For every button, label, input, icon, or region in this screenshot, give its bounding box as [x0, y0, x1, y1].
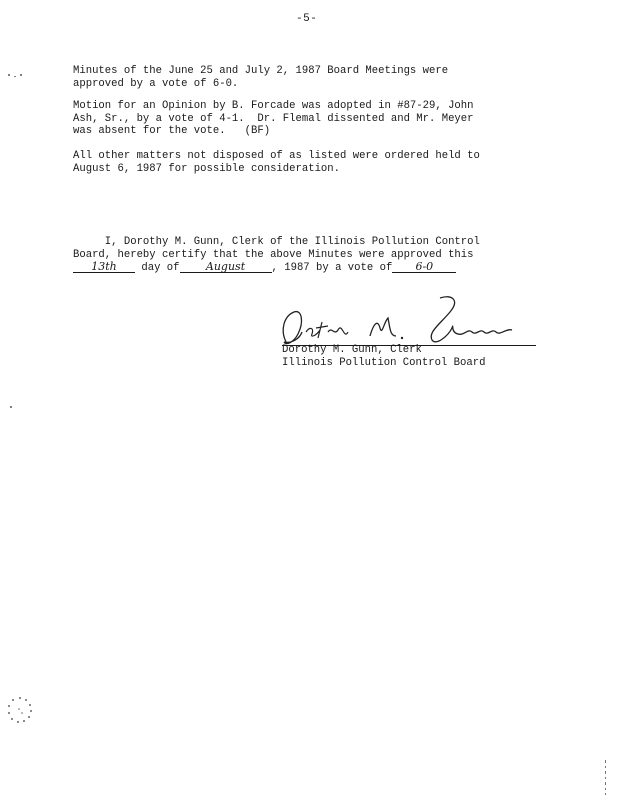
margin-speck — [8, 74, 10, 76]
margin-speck — [10, 406, 12, 408]
year-vote-label: , 1987 by a vote of — [271, 262, 393, 274]
signer-name-title: Dorothy M. Gunn, Clerk — [282, 344, 422, 356]
day-blank: 13th — [73, 261, 135, 273]
margin-speck — [20, 74, 22, 76]
day-of-label: day of — [141, 262, 180, 274]
certification-line-1: I, Dorothy M. Gunn, Clerk of the Illinois Pollution Control — [73, 236, 480, 248]
handwritten-signature — [272, 292, 532, 350]
margin-speck — [14, 76, 16, 77]
other-matters-paragraph: All other matters not disposed of as listed were ordered held to August 6, 1987 for possible consideration. — [73, 150, 480, 175]
binder-hole-mark — [6, 695, 34, 725]
month-blank: August — [180, 261, 272, 273]
certification-line-2: Board, hereby certify that the above Minutes were approved this — [73, 248, 474, 261]
minutes-approval-paragraph: Minutes of the June 25 and July 2, 1987 Board Meetings were approved by a vote of 6-0. — [73, 65, 449, 90]
signer-organization: Illinois Pollution Control Board — [282, 356, 486, 369]
opinion-motion-paragraph: Motion for an Opinion by B. Forcade was adopted in #87-29, John Ash, Sr., by a vote of 4-1. Dr. Flemal dissented and Mr. Meyer was absent for the vote. (BF) — [73, 100, 474, 137]
signature-block — [282, 344, 485, 369]
vote-blank: 6-0 — [392, 261, 456, 273]
edge-noise-mark — [603, 760, 609, 796]
page-number: -5- — [296, 13, 318, 25]
certification-paragraph — [73, 236, 548, 275]
